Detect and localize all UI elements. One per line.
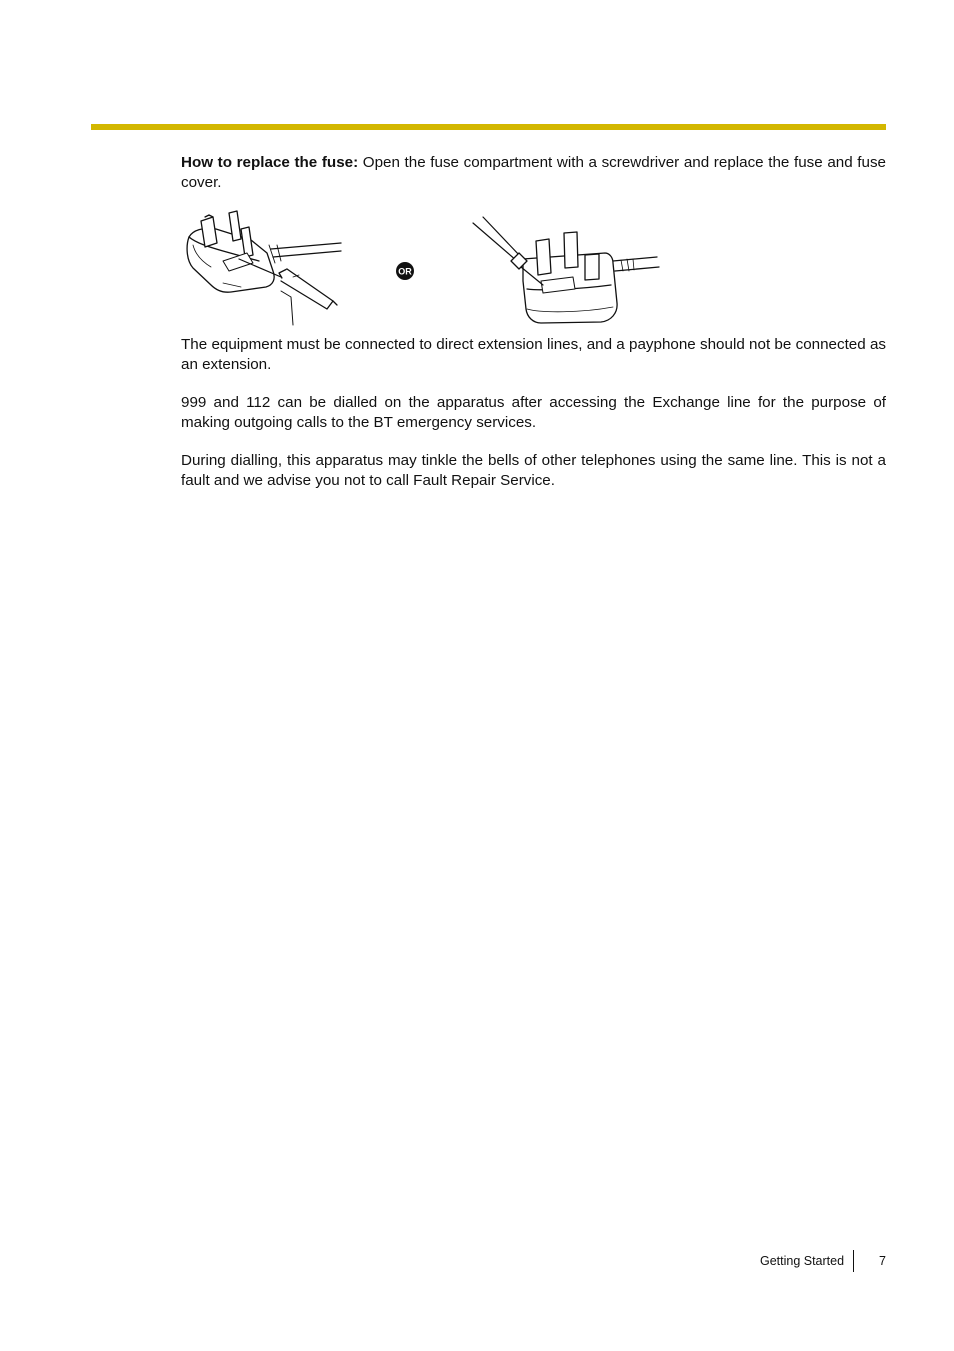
paragraph-emergency-calls xyxy=(181,393,886,432)
paragraph-text: The equipment must be connected to direct extension lines, and a payphone should not be connected as an extension. xyxy=(181,336,886,373)
page-footer xyxy=(760,1250,886,1272)
fuse-instructions xyxy=(181,153,886,192)
fuse-paragraph xyxy=(181,153,886,192)
plug-illustrations xyxy=(181,205,681,327)
fuse-text: Open the fuse compartment with a screwdriver and replace the fuse and fuse cover. xyxy=(181,154,886,191)
fuse-lead: How to replace the fuse: xyxy=(181,154,359,171)
page-number: 7 xyxy=(879,1254,886,1268)
footer-section-title: Getting Started xyxy=(759,1254,845,1268)
paragraph-text: 999 and 112 can be dialled on the apparatus after accessing the Exchange line for the purpose of making outgoing calls to the BT emergency services. xyxy=(181,394,886,431)
paragraph-extension-lines xyxy=(181,335,886,374)
fuse-replacement-figure xyxy=(181,205,681,327)
header-rule xyxy=(91,124,886,130)
paragraph-dialling-bells xyxy=(181,451,886,490)
plug-left-illustration xyxy=(187,211,341,325)
or-badge xyxy=(396,262,414,280)
paragraph-text: During dialling, this apparatus may tinkle the bells of other telephones using the same line. This is not a fault and we advise you not to call Fault Repair Service. xyxy=(181,452,886,489)
plug-right-illustration xyxy=(473,217,659,323)
or-label: OR xyxy=(398,266,412,277)
